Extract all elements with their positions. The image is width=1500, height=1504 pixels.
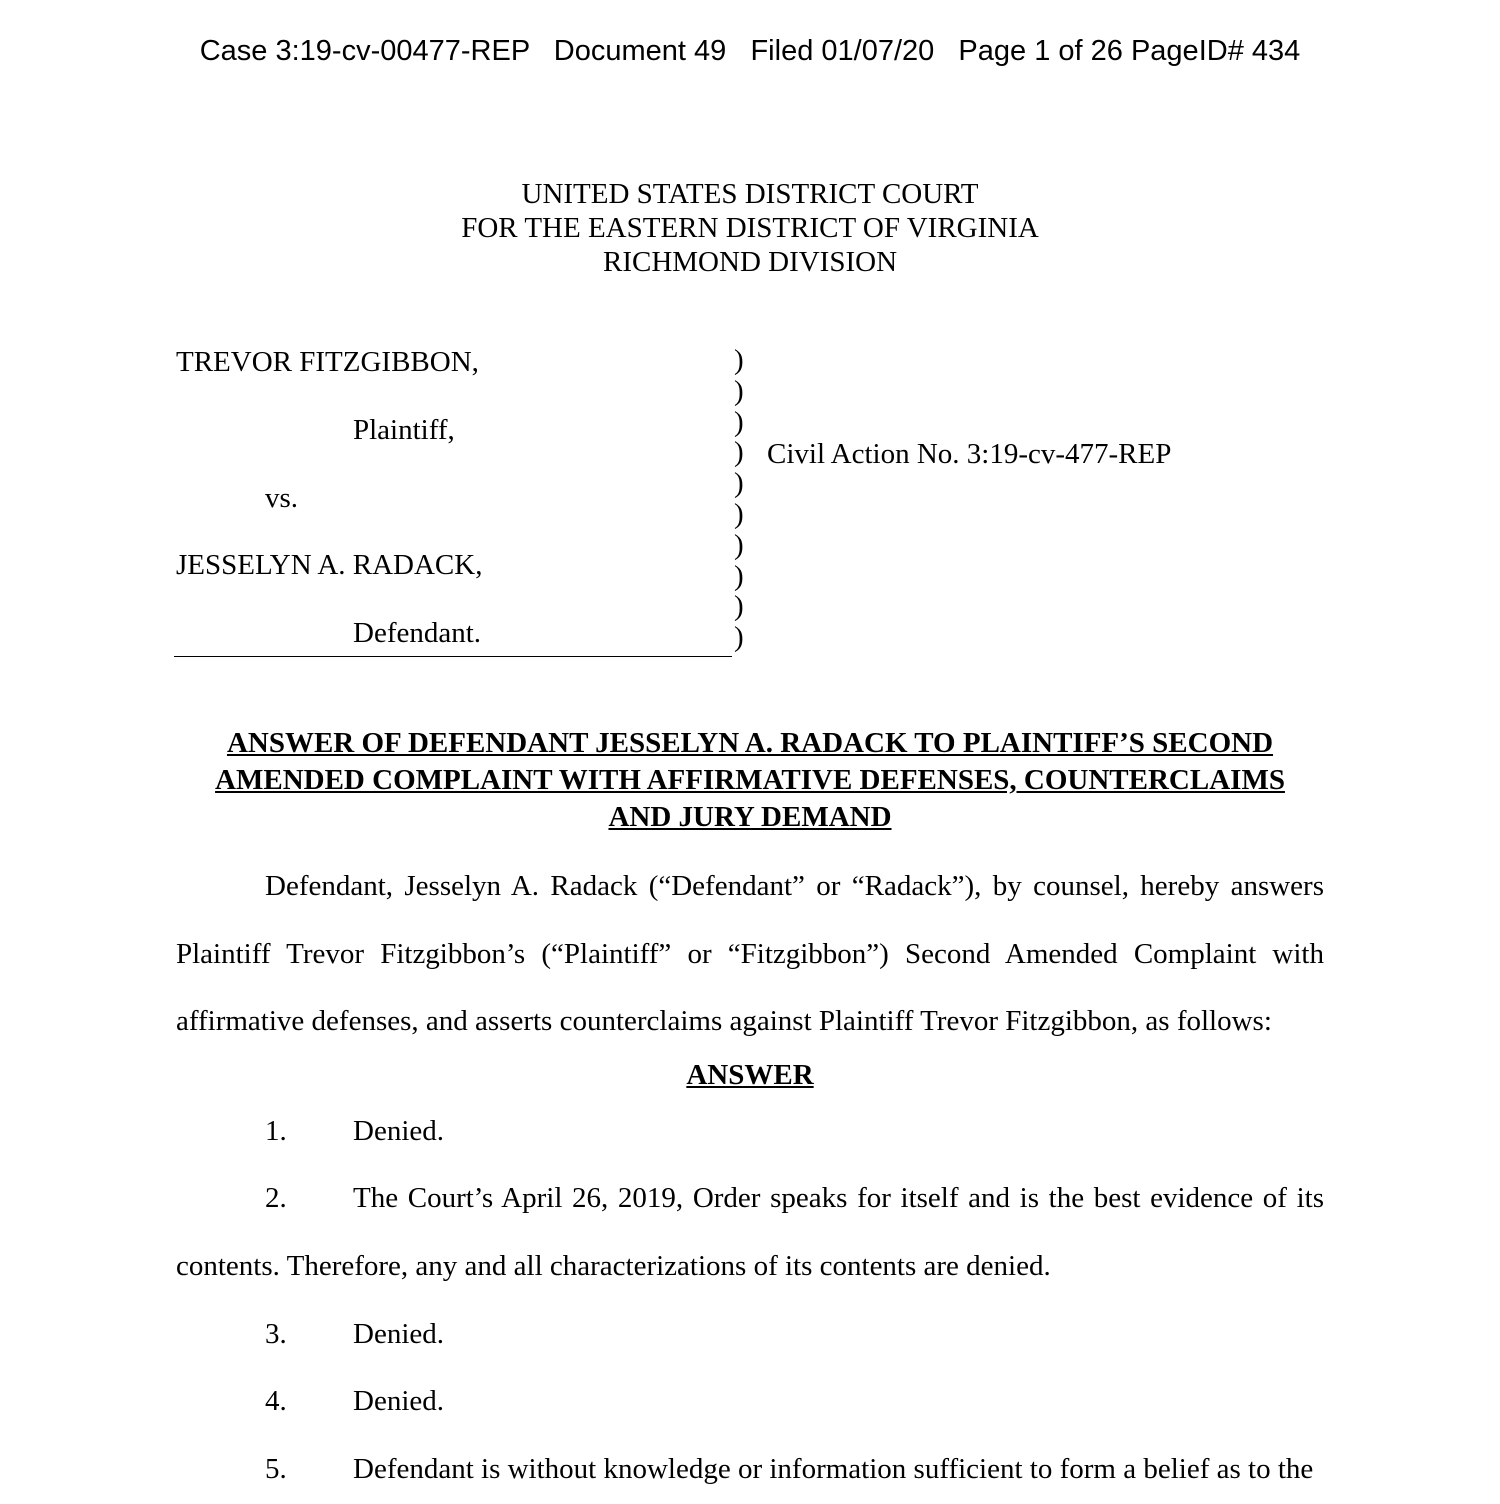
court-district: FOR THE EASTERN DISTRICT OF VIRGINIA: [461, 212, 1039, 244]
defendant-name: JESSELYN A. RADACK,: [176, 549, 483, 581]
document-title-line: AMENDED COMPLAINT WITH AFFIRMATIVE DEFENSES, COUNTERCLAIMS: [215, 764, 1285, 796]
plaintiff-name: TREVOR FITZGIBBON,: [176, 346, 479, 378]
court-heading: [0, 177, 1500, 279]
answer-paragraph: [176, 1368, 1324, 1436]
document-title-line: AND JURY DEMAND: [608, 801, 892, 833]
paragraph-number: 2.: [265, 1182, 287, 1214]
filing-header: Case 3:19-cv-00477-REP Document 49 Filed 01/07/20 Page 1 of 26 PageID# 434: [199, 35, 1301, 67]
caption-paren: ): [734, 621, 744, 654]
versus-label: vs.: [265, 482, 299, 514]
caption-paren: ): [734, 590, 744, 623]
caption-paren: ): [734, 559, 744, 592]
caption-paren: ): [734, 528, 744, 561]
court-name: UNITED STATES DISTRICT COURT: [521, 178, 979, 210]
defendant-role: Defendant.: [353, 617, 482, 649]
caption-paren: ): [734, 497, 744, 530]
caption-paren: ): [734, 467, 744, 500]
section-heading-answer: ANSWER: [686, 1059, 814, 1091]
paragraph-text: Denied.: [353, 1318, 444, 1350]
court-division: RICHMOND DIVISION: [602, 246, 898, 278]
document-title: [176, 725, 1324, 836]
intro-paragraph: Defendant, Jesselyn A. Radack (“Defendant” or “Radack”), by counsel, hereby answers Plaintiff Trevor Fitzgibbon’s (“Plaintiff” or “Fitzgibbon”) Second Amended Complaint with affirmative defenses, and asserts counterclaims against Plaintiff Trevor Fitzgibbon, as follows:: [176, 870, 1324, 1037]
answer-paragraph: [176, 1301, 1324, 1369]
civil-action-number: Civil Action No. 3:19-cv-477-REP: [767, 438, 1172, 470]
answer-paragraph: [176, 1098, 1324, 1166]
plaintiff-role: Plaintiff,: [353, 414, 455, 446]
caption-parentheses: [734, 345, 750, 653]
paragraph-text: Denied.: [353, 1385, 444, 1417]
caption-paren: ): [734, 374, 744, 407]
paragraph-number: 3.: [265, 1318, 287, 1350]
caption-paren: ): [734, 405, 744, 438]
caption-rule: [174, 656, 732, 657]
caption-paren: ): [734, 344, 744, 376]
paragraph-text: Denied.: [353, 1115, 444, 1147]
answer-paragraph: [176, 1165, 1324, 1300]
paragraph-number: 4.: [265, 1385, 287, 1417]
answer-paragraph: [176, 1436, 1324, 1504]
caption-paren: ): [734, 436, 744, 469]
paragraph-number: 1.: [265, 1115, 287, 1147]
paragraph-text: The Court’s April 26, 2019, Order speaks for itself and is the best evidence of its contents. Therefore, any and all characterizations of its contents are denied.: [176, 1182, 1324, 1282]
case-caption: [176, 345, 1326, 665]
paragraph-text: Defendant is without knowledge or information sufficient to form a belief as to the: [353, 1453, 1314, 1485]
paragraph-number: 5.: [265, 1453, 287, 1485]
document-title-line: ANSWER OF DEFENDANT JESSELYN A. RADACK TO PLAINTIFF’S SECOND: [226, 727, 1274, 759]
